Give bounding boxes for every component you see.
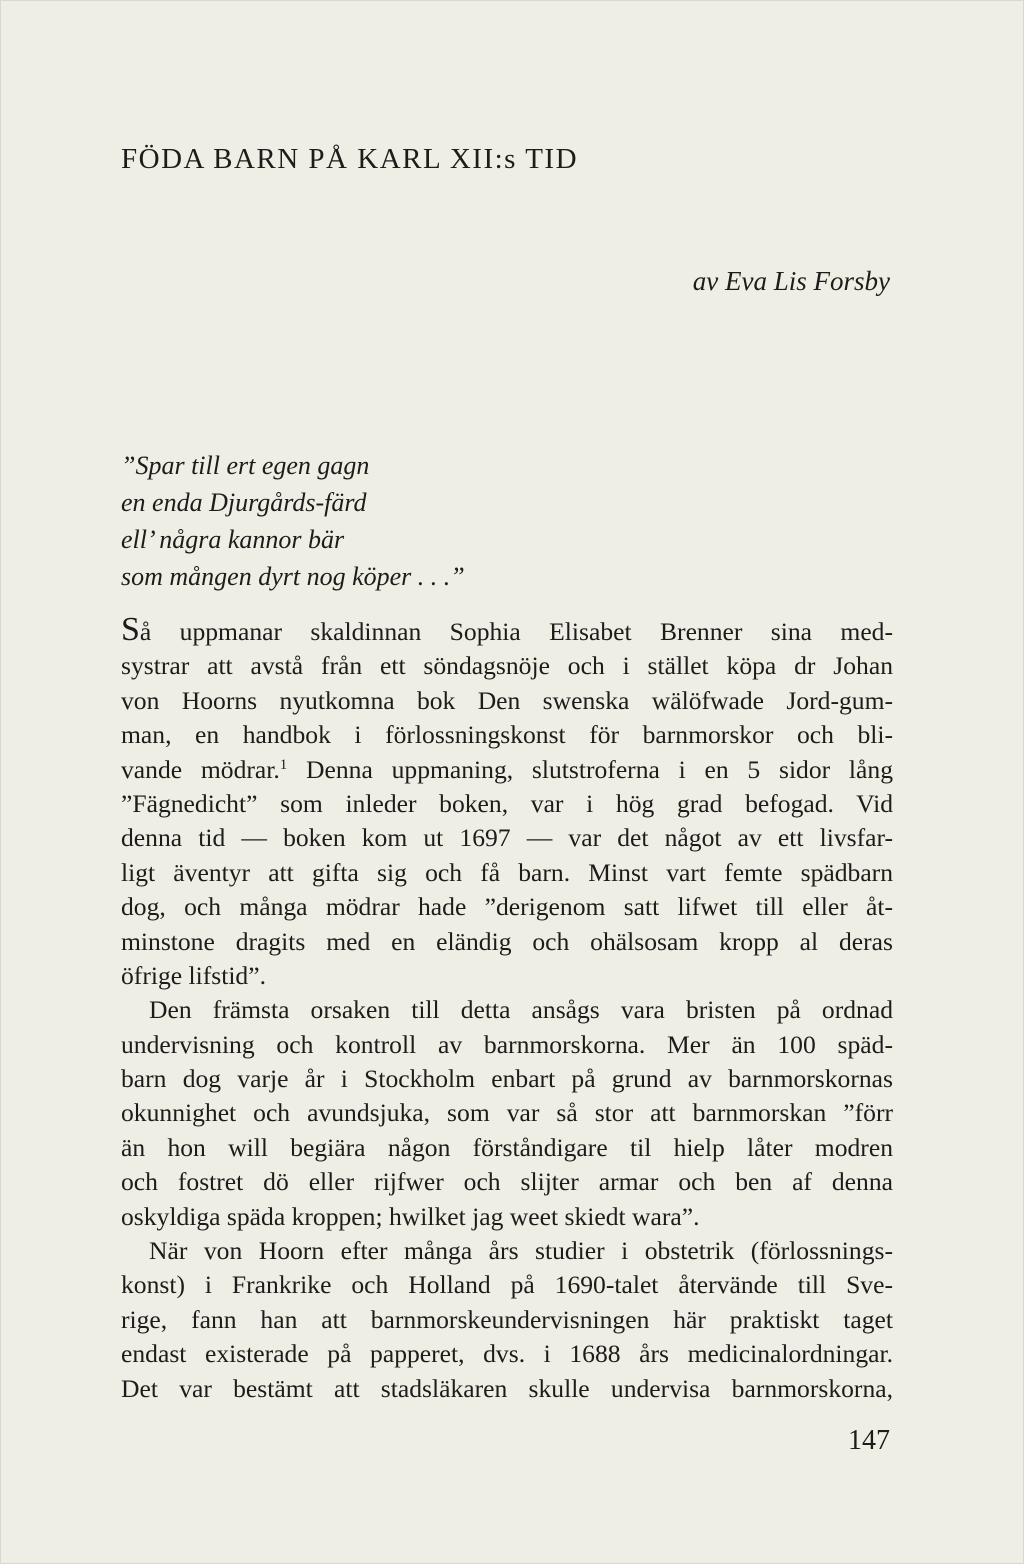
- verse-line: en enda Djurgårds-färd: [121, 488, 367, 517]
- paragraph-line: man, en handbok i förlossningskonst för barnmorskor och bli-: [121, 720, 893, 750]
- footnote-marker: 1: [279, 756, 288, 773]
- paragraph-line: och fostret dö eller rijfwer och slijter armar och ben af denna: [121, 1167, 893, 1197]
- paragraph-line: ”Fägnedicht” som inleder boken, var i hög grad befogad. Vid: [121, 788, 893, 818]
- paragraph-line: vande mödrar.$^1$ Denna uppmaning, slutstroferna i en 5 sidor lång: [121, 754, 894, 784]
- page-number: 147: [848, 1425, 890, 1456]
- author-byline: av Eva Lis Forsby: [692, 266, 890, 296]
- paragraph-line: Så uppmanar skaldinnan Sophia Elisabet Brenner sina med-: [121, 611, 893, 648]
- paragraph-line: Den främsta orsaken till detta ansågs vara bristen på ordnad: [149, 995, 893, 1025]
- verse-line: ell’ några kannor bär: [121, 525, 345, 554]
- paragraph-line: undervisning och kontroll av barnmorskorna. Mer än 100 späd-: [121, 1029, 893, 1059]
- paragraph-line: barn dog varje år i Stockholm enbart på grund av barnmorskornas: [121, 1064, 893, 1094]
- paragraph-line: konst) i Frankrike och Holland på 1690-talet återvände till Sve-: [121, 1270, 893, 1300]
- drop-cap: S: [121, 611, 140, 648]
- paragraph-line: endast existerade på papperet, dvs. i 1688 års medicinalordningar.: [121, 1339, 893, 1369]
- epigraph-verse: [121, 447, 465, 595]
- paragraph-line: dog, och många mödrar hade ”derigenom satt lifwet till eller åt-: [121, 892, 893, 922]
- paragraph-line: rige, fann han att barnmorskeundervisningen här praktiskt taget: [121, 1304, 893, 1334]
- paragraph-line: minstone dragits med en eländig och ohälsosam kropp al deras: [121, 926, 893, 956]
- paragraph-line: öfrige lifstid”.: [121, 960, 266, 990]
- verse-line: som mången dyrt nog köper . . .”: [121, 562, 465, 591]
- paragraph-line: okunnighet och avundsjuka, som var så stor att barnmorskan ”förr: [121, 1098, 893, 1128]
- paragraph-line: Det var bestämt att stadsläkaren skulle undervisa barnmorskorna,: [121, 1373, 893, 1403]
- chapter-title: FÖDA BARN PÅ KARL XII:s TID: [121, 143, 579, 175]
- paragraph-line: von Hoorns nyutkomna bok Den swenska wälöfwade Jord-gum-: [121, 685, 893, 715]
- paragraph-line: än hon will begiära någon förståndigare til hielp låter modren: [121, 1132, 893, 1162]
- verse-line: ”Spar till ert egen gagn: [121, 451, 370, 480]
- paragraph-line: ligt äventyr att gifta sig och få barn. Minst vart femte spädbarn: [121, 857, 893, 887]
- paragraph-line: När von Hoorn efter många års studier i obstetrik (förlossnings-: [149, 1236, 893, 1266]
- body-text: [121, 611, 894, 1406]
- paragraph-line: systrar att avstå från ett söndagsnöje och i stället köpa dr Johan: [121, 651, 893, 681]
- paragraph-line: oskyldiga späda kroppen; hwilket jag weet skiedt wara”.: [121, 1201, 700, 1231]
- paragraph-line: denna tid — boken kom ut 1697 — var det något av ett livsfar-: [121, 823, 893, 853]
